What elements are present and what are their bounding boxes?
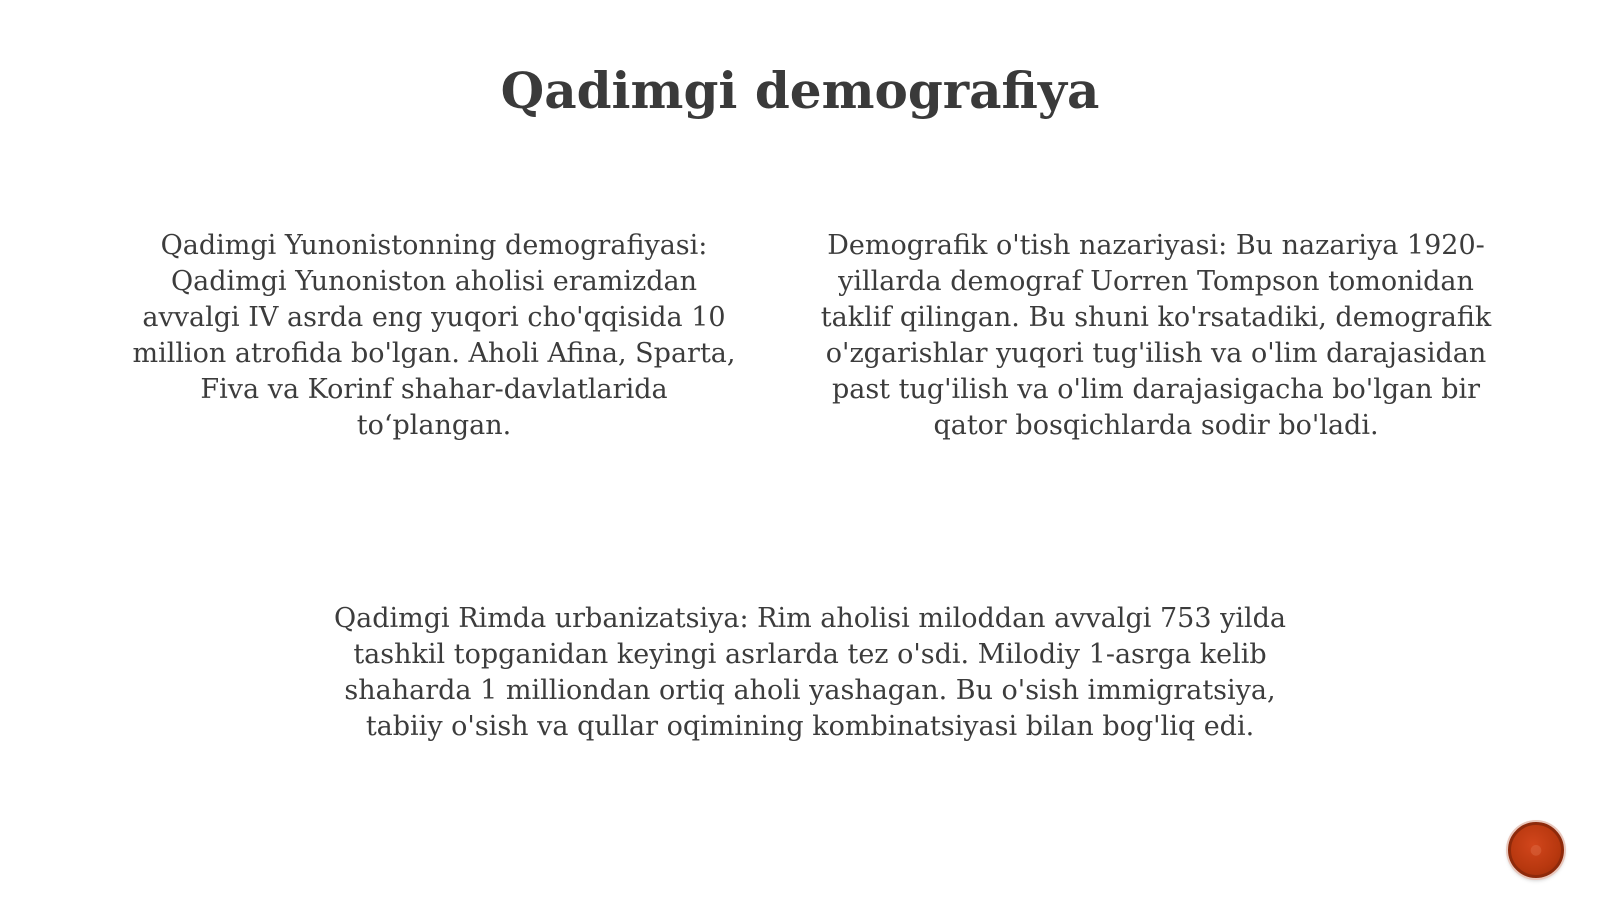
text-block-greece — [100, 228, 768, 444]
text-line: avvalgi IV asrda eng yuqori cho'qqisida 10 — [142, 302, 726, 333]
text-line: Demografik o'tish nazariyasi: Bu nazariya 1920- — [827, 230, 1485, 261]
nav-circle-button[interactable] — [1508, 822, 1564, 878]
text-line: past tug'ilish va o'lim darajasigacha bo'lgan bir — [831, 374, 1481, 405]
slide-title: Qadimgi demografiya — [500, 61, 1100, 120]
text-line: Fiva va Korinf shahar-davlatlarida — [200, 374, 668, 405]
text-line: shaharda 1 milliondan ortiq aholi yashagan. Bu o'sish immigratsiya, — [344, 675, 1276, 706]
text-line: million atrofida bo'lgan. Aholi Afina, Sparta, — [132, 338, 736, 369]
text-line: Qadimgi Yunoniston aholisi eramizdan — [170, 266, 698, 297]
text-line: yillarda demograf Uorren Tompson tomonidan — [838, 266, 1474, 297]
text-line: tashkil topganidan keyingi asrlarda tez o'sdi. Milodiy 1-asrga kelib — [353, 639, 1267, 670]
text-line: qator bosqichlarda sodir bo'ladi. — [933, 410, 1379, 441]
text-line: to‘plangan. — [356, 410, 512, 441]
text-line: tabiiy o'sish va qullar oqimining kombinatsiyasi bilan bog'liq edi. — [365, 711, 1255, 742]
text-line: taklif qilingan. Bu shuni ko'rsatadiki, demografik — [820, 302, 1492, 333]
text-line: Qadimgi Yunonistonning demografiyasi: — [160, 230, 708, 261]
text-block-transition-theory — [790, 228, 1522, 444]
nav-circle-icon: ● — [1529, 842, 1543, 858]
text-line: o'zgarishlar yuqori tug'ilish va o'lim darajasidan — [825, 338, 1487, 369]
text-line: Qadimgi Rimda urbanizatsiya: Rim aholisi miloddan avvalgi 753 yilda — [333, 603, 1287, 634]
text-block-rome — [260, 601, 1360, 745]
